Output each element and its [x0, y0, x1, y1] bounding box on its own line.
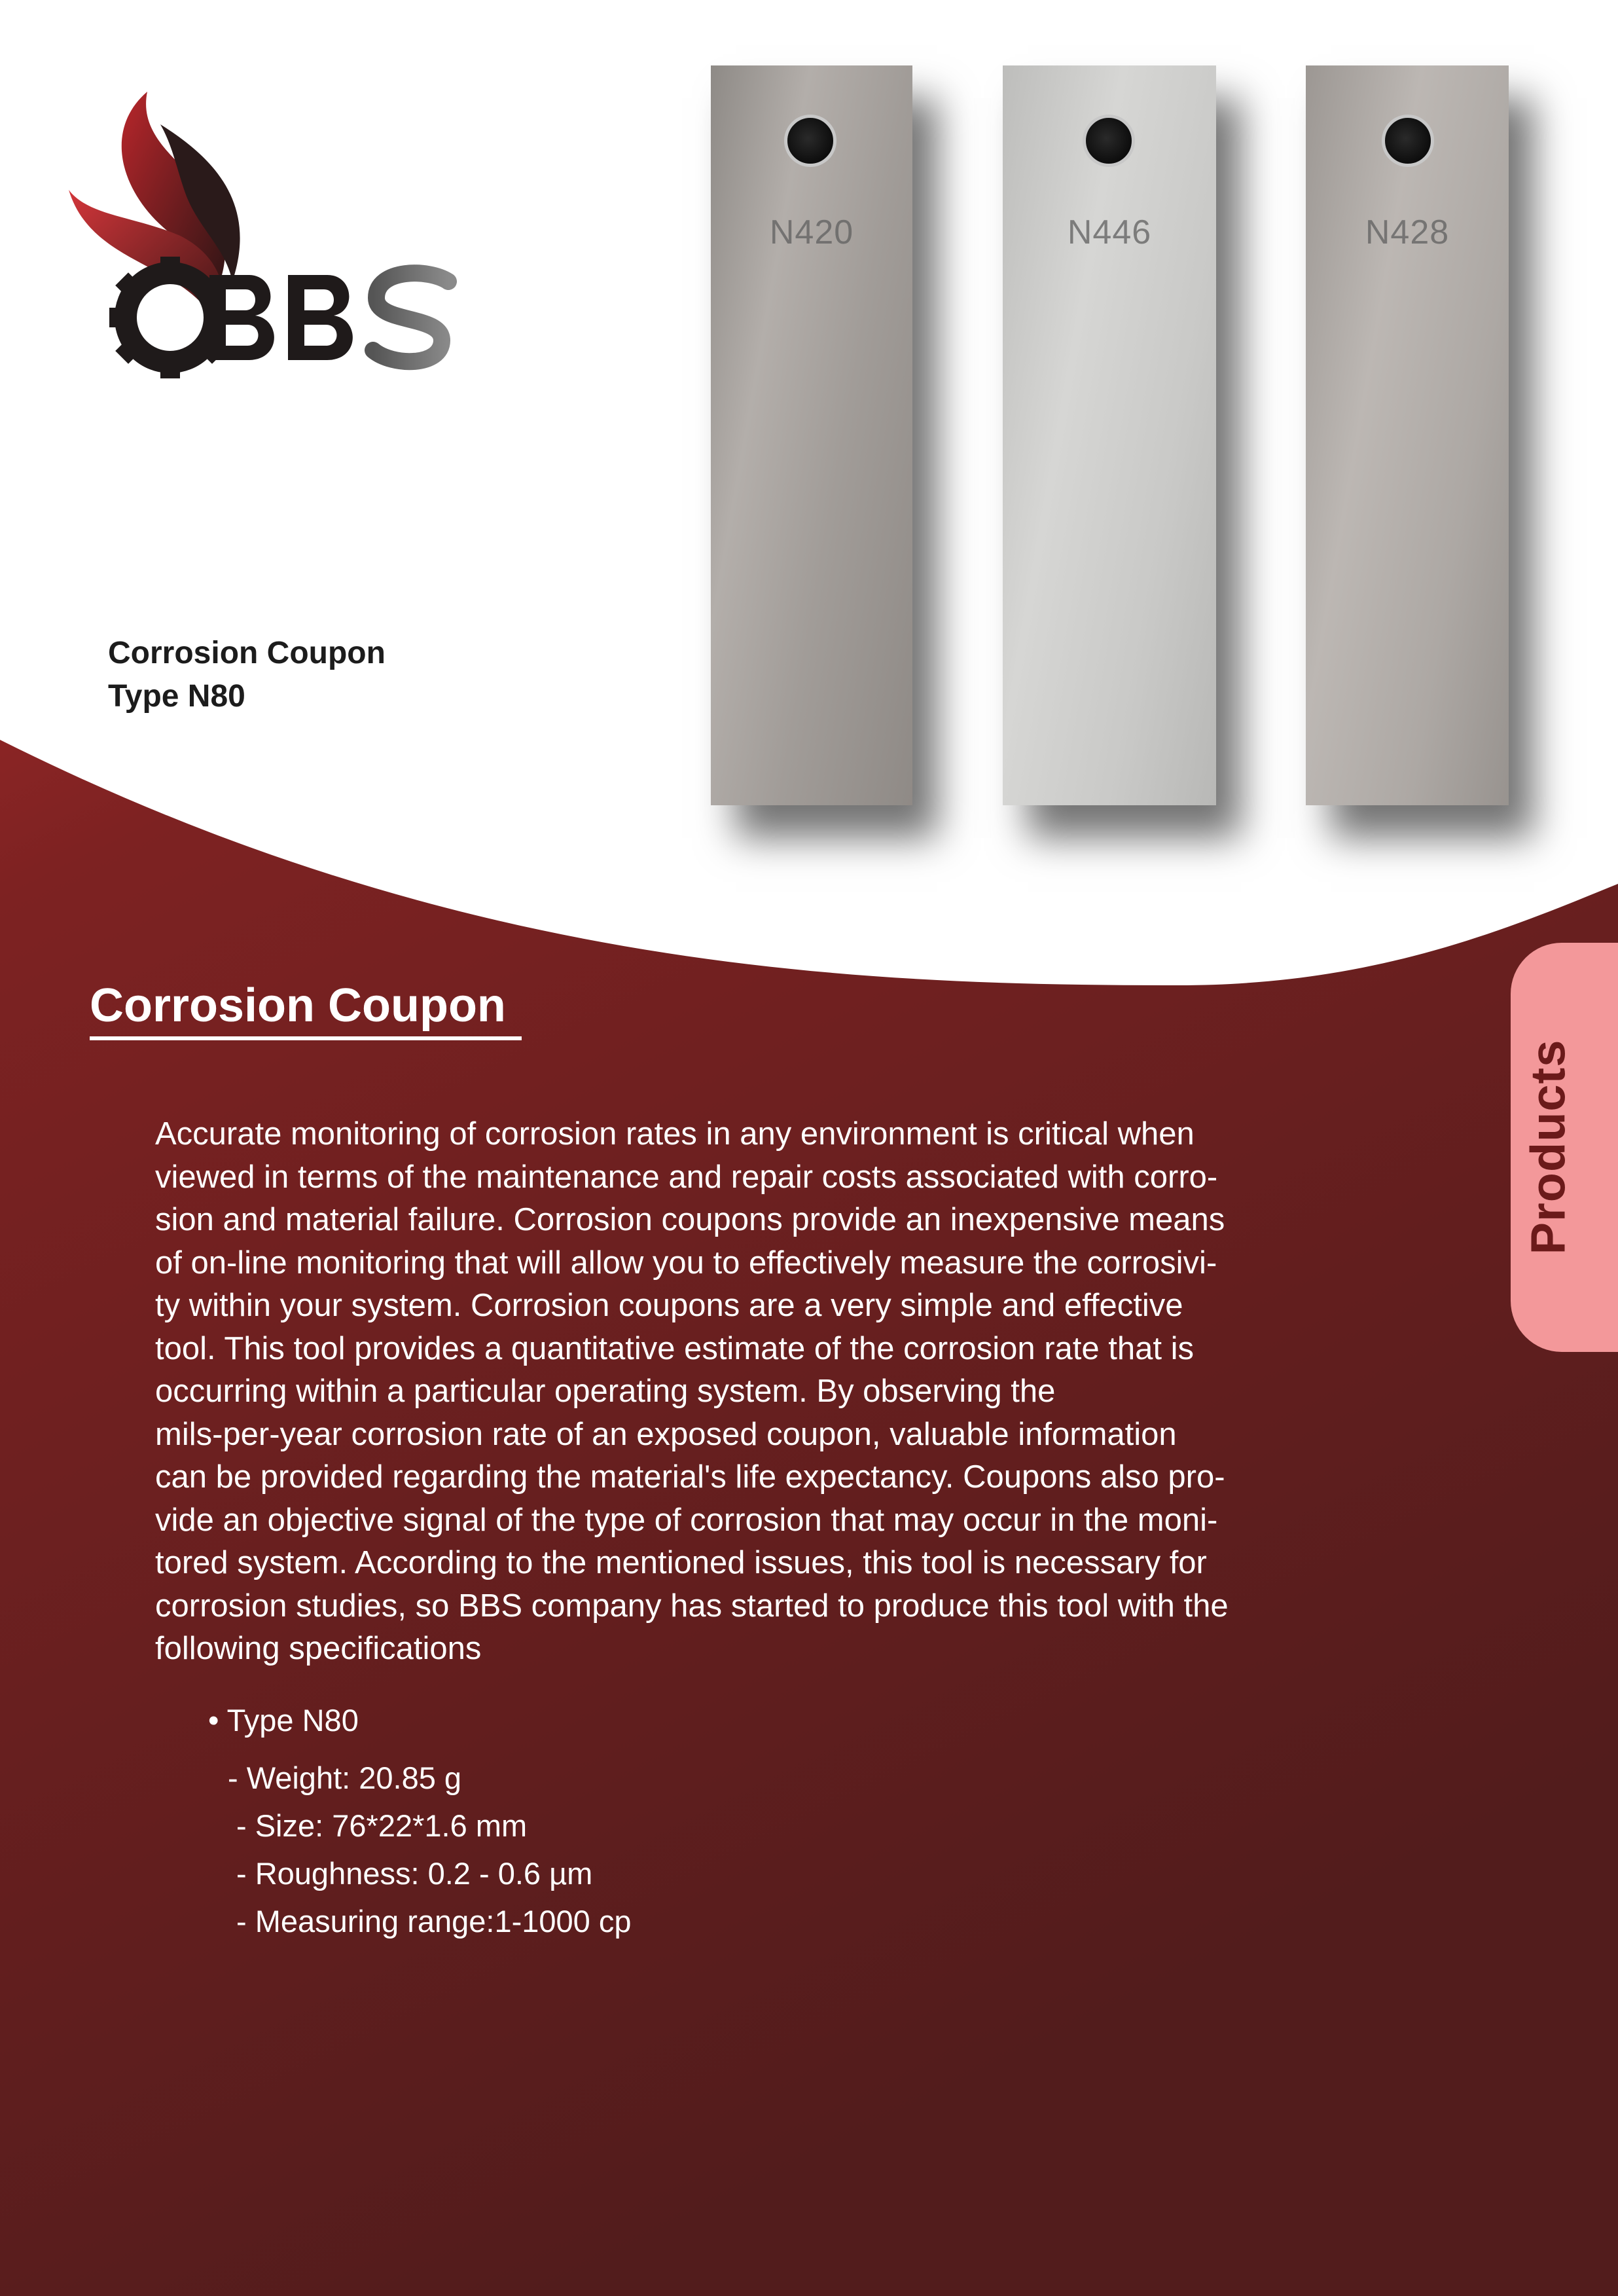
coupon-hole: [1382, 115, 1434, 167]
spec-type: • Type N80: [208, 1703, 359, 1738]
caption-line-2: Type N80: [108, 679, 245, 714]
coupon-photo-1: [711, 65, 912, 805]
coupon-photo-2: [1003, 65, 1216, 805]
coupon-label: N428: [1365, 213, 1450, 251]
logo-letters: [209, 273, 448, 361]
spec-weight: - Weight: 20.85 g: [228, 1760, 462, 1795]
coupon-photo-3: [1306, 65, 1509, 805]
spec-roughness: - Roughness: 0.2 - 0.6 µm: [236, 1856, 593, 1891]
products-tab-label: Products: [1520, 1039, 1575, 1255]
coupon-hole: [1083, 115, 1135, 167]
bbs-logo: [62, 85, 461, 406]
coupon-label: N420: [769, 213, 854, 251]
description-paragraph: Accurate monitoring of corrosion rates in any environment is critical when viewed in terms of the maintenance and repair costs associated with corro- sion and material failure. Corrosion coupons provide an inexpensive means of on-line monitoring that will allow you to effectively measure the corrosivi- ty within your system. Corrosion coupons are a very simple and effective tool. This tool provides a quantitative estimate of the corrosion rate that is occurring within a particular operating system. By observing the mils-per-year corrosion rate of an exposed coupon, valuable information can be provided regarding the material's life expectancy. Coupons also pro- vide an objective signal of the type of corrosion that may occur in the moni- tored system. According to the mentioned issues, this tool is necessary for corrosion studies, so BBS company has started to produce this tool with the following specifications: [155, 1116, 1229, 1666]
caption-line-1: Corrosion Coupon: [108, 636, 386, 670]
product-caption: [108, 632, 386, 718]
coupon-label: N446: [1067, 213, 1152, 251]
section-title: Corrosion Coupon: [90, 979, 506, 1032]
spec-size: - Size: 76*22*1.6 mm: [236, 1808, 528, 1843]
coupon-hole: [784, 115, 836, 167]
title-underline: [90, 1036, 522, 1040]
spec-measuring-range: - Measuring range:1-1000 cp: [236, 1904, 632, 1939]
